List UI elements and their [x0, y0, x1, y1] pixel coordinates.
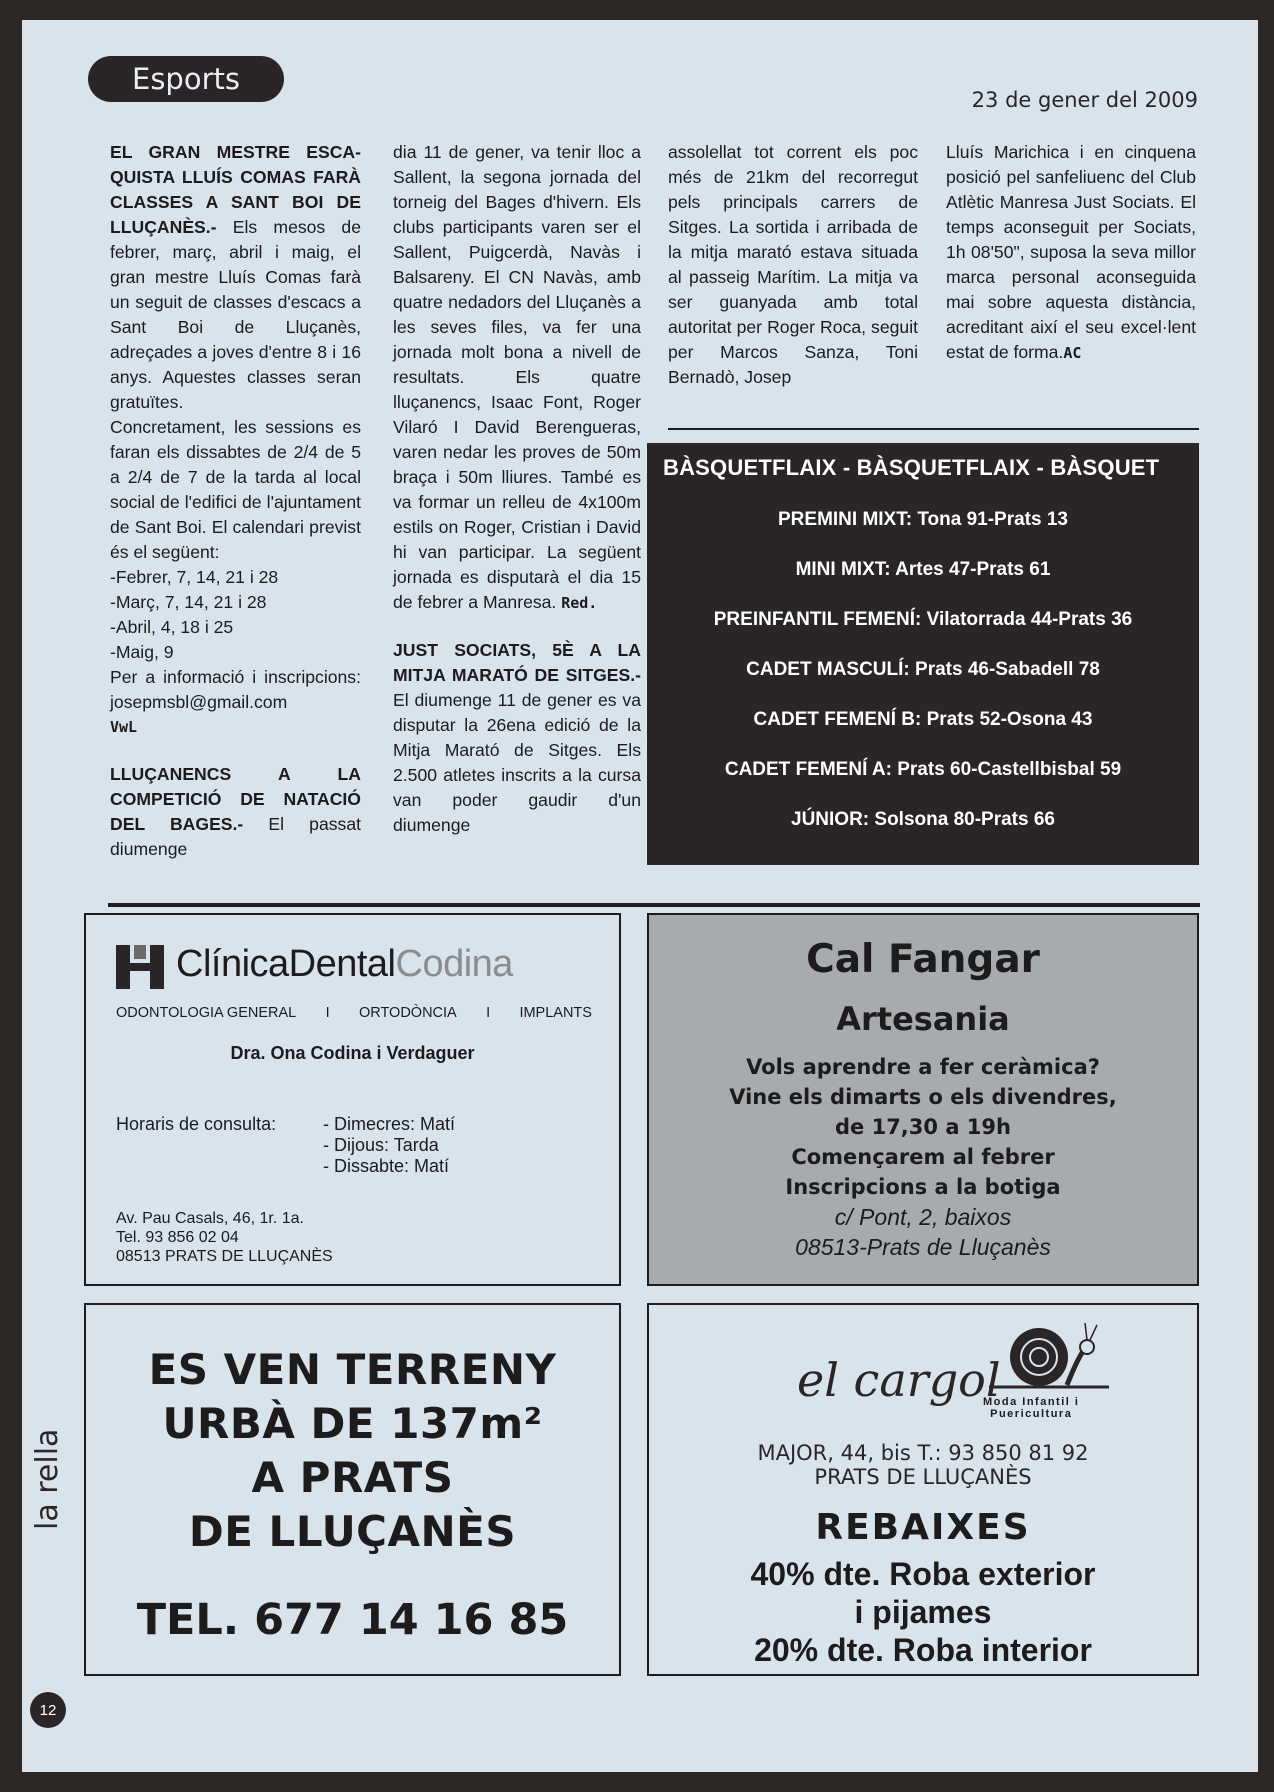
service-separator: I: [486, 1005, 491, 1021]
marathon-headline: JUST SOCIATS, 5È A LA MITJA MARATÓ DE SITGES.-: [393, 640, 641, 685]
chess-date-1: -Febrer, 7, 14, 21 i 28: [110, 567, 279, 587]
marathon-body: El diumenge 11 de gener es va disputar la 26ena edició de la Mitja Marató de Sitges. Els 2.500 atletes inscrits a la cursa van poder gaudir d'un diumenge: [393, 690, 641, 835]
swim-headline: LLUÇANENCS A LA COMPETICIÓ DE NATACIÓ DEL BAGES.-: [110, 764, 361, 834]
fangar-line: de 17,30 a 19h: [835, 1115, 1011, 1139]
fangar-info: [649, 1052, 1197, 1262]
page-number: 12: [30, 1692, 66, 1728]
cargol-offer: i pijames: [854, 1594, 992, 1630]
fangar-line: Començarem al febrer: [791, 1145, 1055, 1169]
fangar-city: 08513-Prats de Lluçanès: [795, 1234, 1051, 1260]
cargol-tagline-2: Puericultura: [990, 1408, 1073, 1420]
cargol-offer: 20% dte. Roba interior: [754, 1632, 1092, 1668]
chess-body: Els mesos de febrer, març, abril i maig, el gran mestre Lluís Comas farà un seguit de classes d'escacs a Sant Boi de Lluçanès, adreçades a joves d'entre 8 i 16 anys. Aquestes classes seran gratuïtes.: [110, 217, 362, 412]
fangar-line: Vols aprendre a fer ceràmica?: [746, 1055, 1100, 1079]
clinic-name: [176, 943, 513, 986]
clinic-hours-item: - Dijous: Tarda: [323, 1135, 439, 1155]
land-phone: TEL. 677 14 16 85: [136, 1595, 569, 1645]
ad-land-sale: [84, 1303, 621, 1676]
cargol-tagline: [983, 1396, 1079, 1420]
clinic-hours-item: - Dissabte: Matí: [323, 1156, 450, 1176]
article-column-2: [393, 140, 641, 838]
service: ORTODÒNCIA: [358, 1005, 457, 1021]
clinic-name-b: Codina: [395, 943, 513, 985]
cargol-address-block: [649, 1441, 1197, 1489]
result-row: JÚNIOR: Solsona 80-Prats 66: [791, 809, 1055, 830]
publication-name: la rella: [30, 1428, 65, 1530]
cargol-offers: [649, 1555, 1197, 1669]
snail-icon: [989, 1315, 1109, 1395]
fangar-line: Vine els dimarts o els divendres,: [729, 1085, 1117, 1109]
clinic-address: Av. Pau Casals, 46, 1r. 1a.: [116, 1210, 304, 1227]
clinic-city: 08513 PRATS DE LLUÇANÈS: [116, 1248, 333, 1265]
section-divider: [108, 903, 1200, 907]
cargol-offer: 40% dte. Roba exterior: [750, 1556, 1096, 1592]
clinic-name-a: ClínicaDental: [176, 943, 396, 985]
cargol-city: PRATS DE LLUÇANÈS: [814, 1465, 1032, 1489]
result-row: CADET FEMENÍ A: Prats 60-Castellbisbal 59: [724, 759, 1122, 780]
swim-signature: Red.: [561, 594, 598, 612]
marathon-body-2: assolellat tot corrent els poc més de 21km del recorregut pels principals carrers de Sitges. La sortida i arribada de la mitja marató estava situada al passeig Marítim. La mitja va ser guanyada amb total autoritat per Roger Roca, seguit per Marcos Sanza, Toni Bernadò, Josep: [668, 142, 918, 387]
swim-body: dia 11 de gener, va tenir lloc a Sallent, la segona jornada del torneig del Bages d'hivern. Els clubs participants varen ser el Sallent, Puigcerdà, Navàs i Balsareny. El CN Navàs, amb quatre nedadors del Lluçanès a les seves files, va fer una jornada molt bona a nivell de resultats. Els quatre lluçanencs, Isaac Font, Roger Vilaró I David Berengueras, varen nedar les proves de 50m braça i 50m lliures. També es va formar un relleu de 4x100m estils on Roger, Cristian i David hi van participar. La següent jornada es disputarà el dia 15 de febrer a Manresa.: [393, 142, 641, 612]
article-column-3: [668, 140, 918, 390]
cargol-sale-title: REBAIXES: [815, 1507, 1031, 1548]
service-separator: I: [325, 1005, 330, 1021]
result-row: MINI MIXT: Artes 47-Prats 61: [795, 559, 1051, 580]
service: ODONTOLOGIA GENERAL: [116, 1005, 297, 1021]
clinic-services: [116, 1005, 592, 1021]
fangar-line: Inscripcions a la botiga: [785, 1175, 1061, 1199]
article-column-4: [946, 140, 1196, 366]
chess-date-2: -Març, 7, 14, 21 i 28: [110, 592, 267, 612]
swim-body-start: El passat diumenge: [110, 814, 361, 859]
clinic-address-block: [116, 1209, 333, 1266]
land-line: A PRATS: [251, 1453, 454, 1502]
clinic-hours-item: - Dimecres: Matí: [323, 1114, 456, 1134]
fangar-title: Cal Fangar: [806, 937, 1040, 982]
fangar-subtitle: Artesania: [836, 1000, 1010, 1038]
ad-dental-clinic: [84, 913, 621, 1286]
land-line: DE LLUÇANÈS: [188, 1507, 517, 1556]
land-sale-text: [86, 1343, 619, 1559]
clinic-phone: Tel. 93 856 02 04: [116, 1229, 239, 1246]
fangar-address: c/ Pont, 2, baixos: [834, 1204, 1012, 1230]
issue-date: 23 de gener del 2009: [971, 88, 1198, 112]
basketball-title: BÀSQUETFLAIX - BÀSQUETFLAIX - BÀSQUET: [663, 455, 1160, 480]
chess-contact: Per a informació i inscripcions: josepmsbl@gmail.com: [110, 667, 361, 712]
chess-date-4: -Maig, 9: [110, 642, 174, 662]
cargol-address: MAJOR, 44, bis T.: 93 850 81 92: [757, 1441, 1089, 1465]
clinic-hours: [323, 1114, 455, 1177]
land-line: ES VEN TERRENY: [148, 1345, 557, 1394]
clinic-logo-icon: [116, 945, 164, 989]
marathon-body-3: Lluís Marichica i en cinquena posició pel sanfeliuenc del Club Atlètic Manresa Just Sociats. El temps aconseguit per Sociats, 1h 08'50", suposa la seva millor marca personal aconseguida mai sobre aquesta distància, acreditant així el seu excel·lent estat de forma.: [946, 142, 1196, 362]
clinic-hours-label: Horaris de consulta:: [116, 1114, 277, 1134]
marathon-signature: AC: [1063, 344, 1082, 362]
result-row: CADET MASCULÍ: Prats 46-Sabadell 78: [746, 659, 1100, 680]
chess-signature: VwL: [110, 718, 138, 736]
result-row: PREMINI MIXT: Tona 91-Prats 13: [778, 509, 1068, 530]
column-divider: [668, 428, 1199, 430]
section-tag: Esports: [88, 56, 284, 102]
ad-cal-fangar: [647, 913, 1199, 1286]
clinic-doctor: Dra. Ona Codina i Verdaguer: [230, 1043, 475, 1063]
cargol-logo-text: el cargol: [797, 1353, 1001, 1407]
result-row: PREINFANTIL FEMENÍ: Vilatorrada 44-Prats 36: [713, 609, 1133, 630]
basketball-results-box: [647, 443, 1199, 865]
land-line: URBÀ DE 137m²: [162, 1399, 543, 1448]
ad-el-cargol: [647, 1303, 1199, 1676]
service: IMPLANTS: [519, 1005, 592, 1021]
result-row: CADET FEMENÍ B: Prats 52-Osona 43: [753, 709, 1093, 730]
cargol-tagline-1: Moda Infantil i: [983, 1396, 1080, 1408]
chess-headline: EL GRAN MESTRE ESCA-QUISTA LLUÍS COMAS FARÀ CLASSES A SANT BOI DE LLUÇANÈS.-: [110, 142, 361, 237]
chess-date-3: -Abril, 4, 18 i 25: [110, 617, 234, 637]
article-column-1: [110, 140, 361, 862]
chess-body-2: Concretament, les sessions es faran els dissabtes de 2/4 de 5 a 2/4 de 7 de la tarda al local social de l'edifici de l'ajuntament de Sant Boi. El calendari previst és el següent:: [110, 417, 361, 562]
